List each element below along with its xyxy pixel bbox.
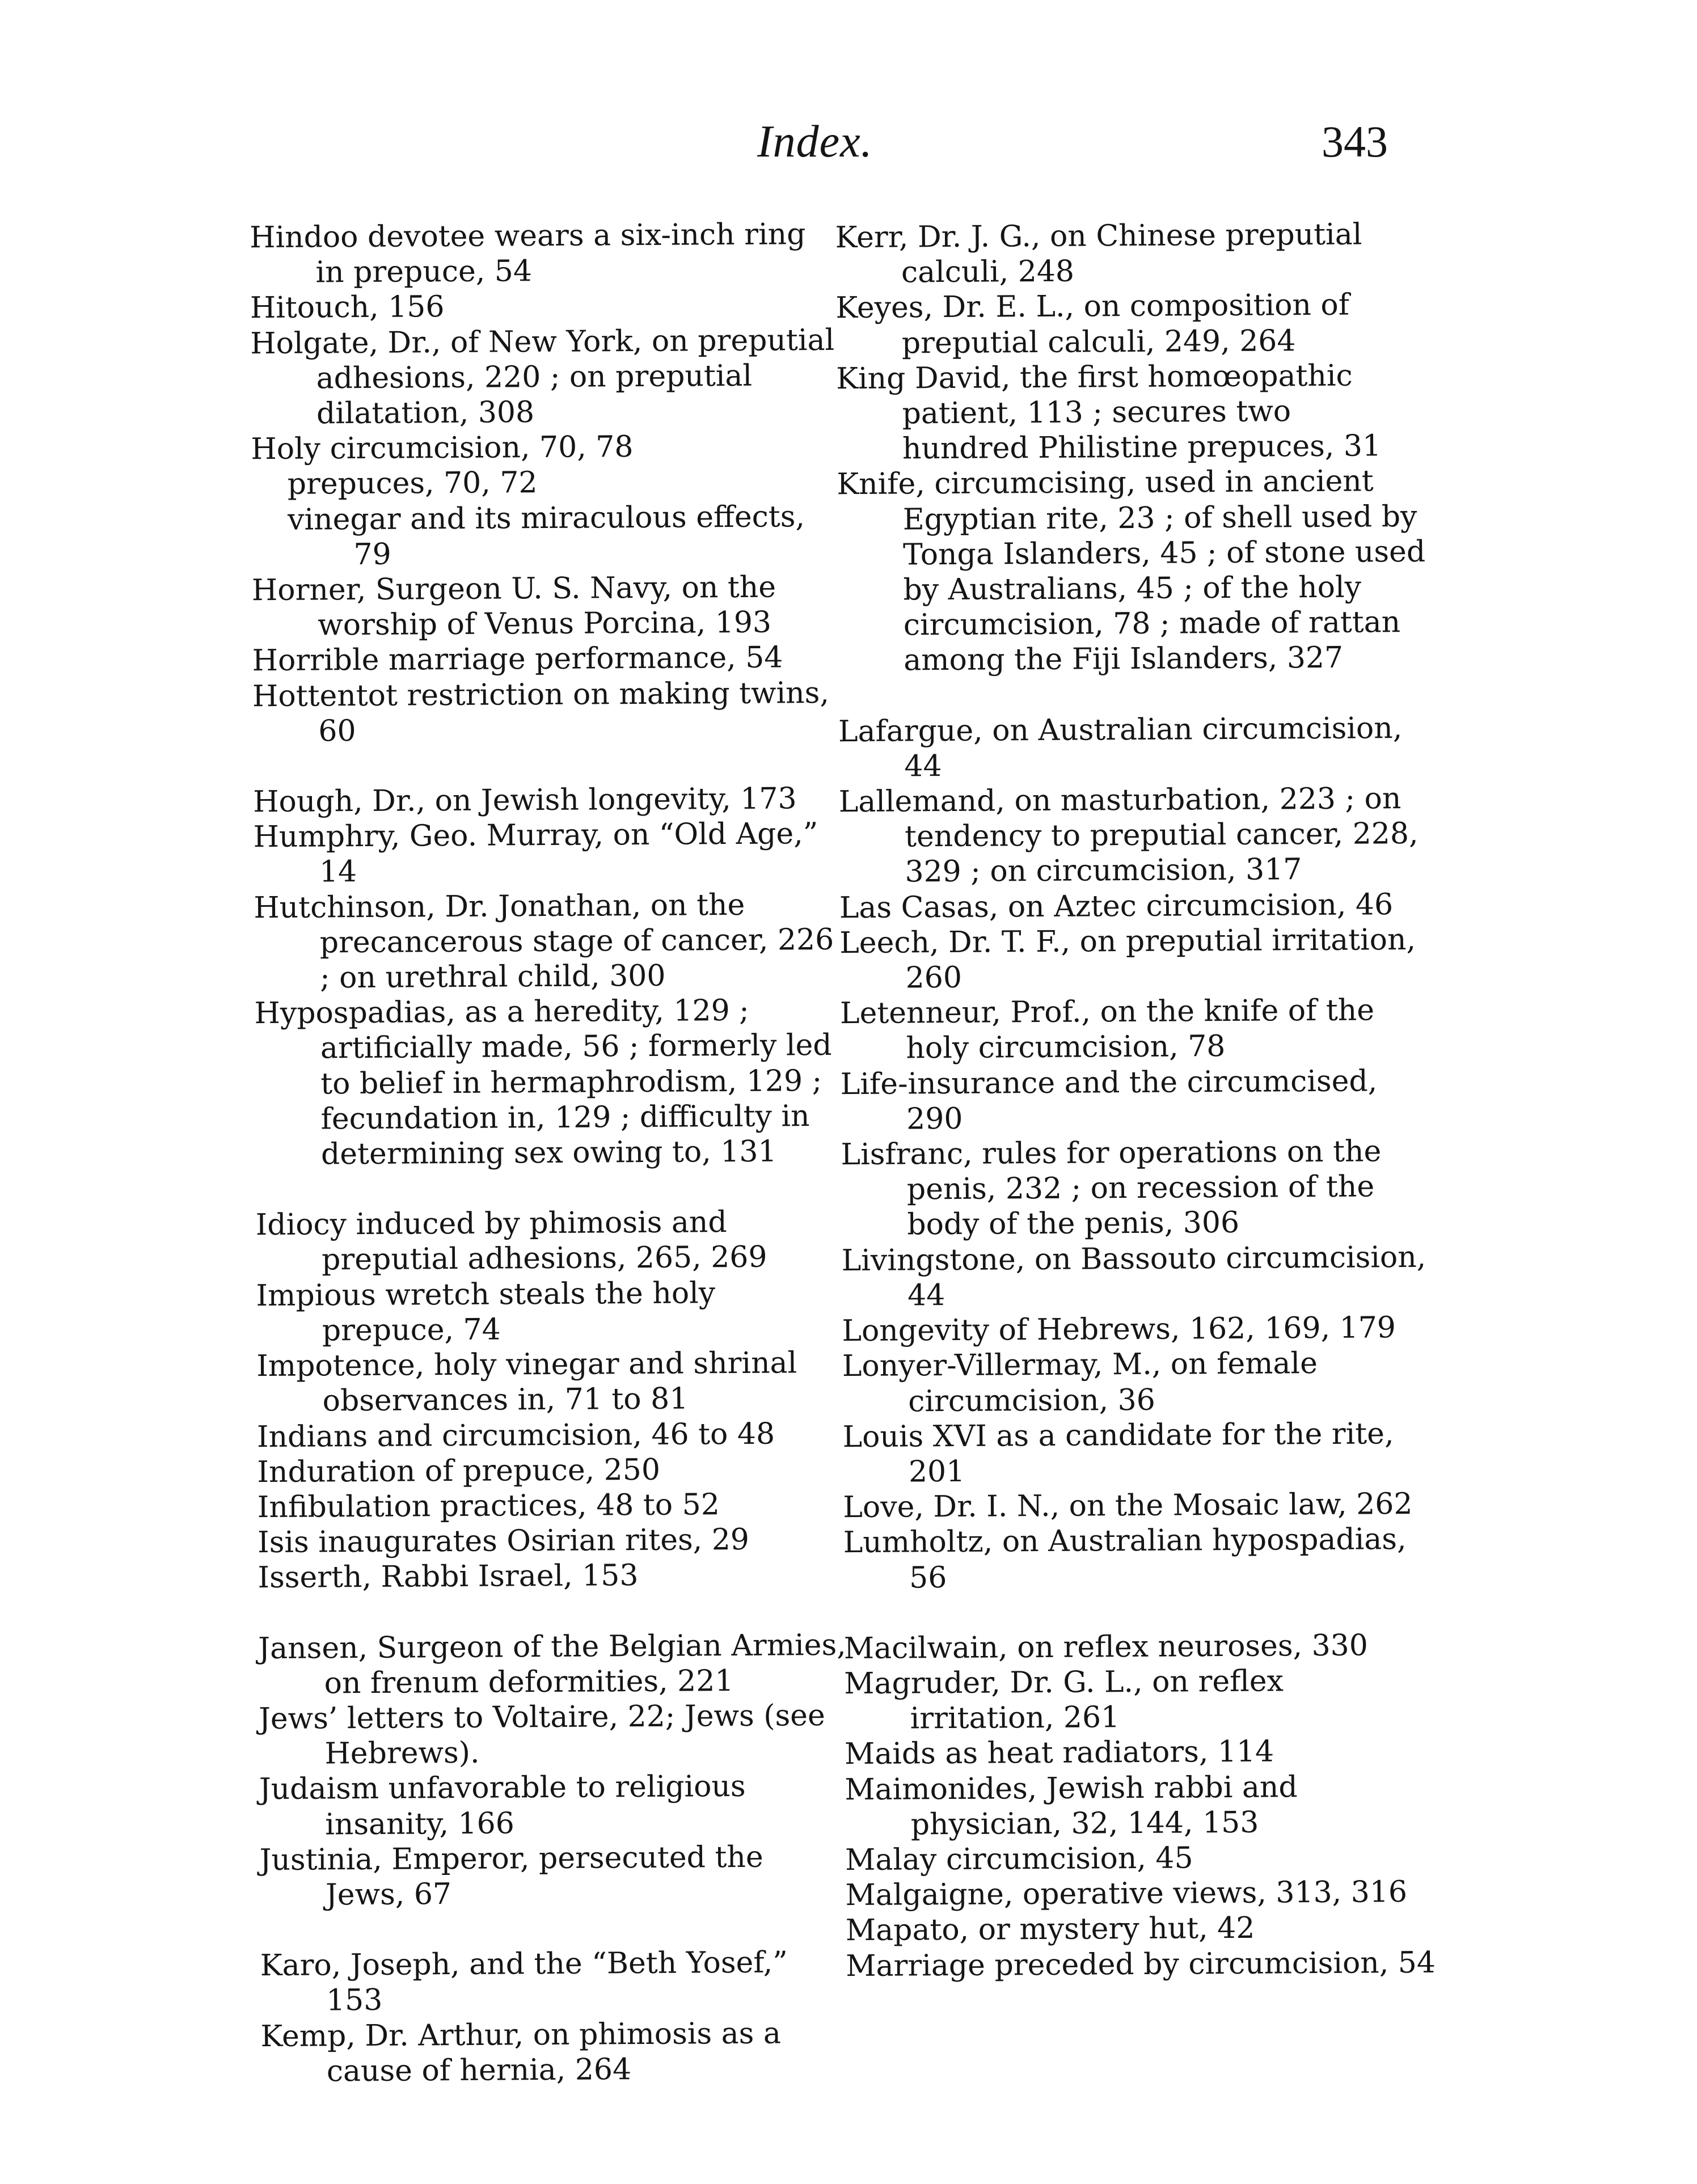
index-entry: Leech, Dr. T. F., on preputial irritation, 260 [839,922,1416,995]
index-entry: Jansen, Surgeon of the Belgian Armies, on frenum deformities, 221 [258,1628,846,1701]
index-entry: Impious wretch steals the holy prepuce, 74 [256,1275,716,1348]
index-entry: Macilwain, on reflex neuroses, 330 [843,1628,1369,1666]
index-subentry: vinegar and its miraculous effects, 79 [287,499,805,572]
index-entry: Humphry, Geo. Murray, on “Old Age,” 14 [253,817,818,889]
section-gap [255,1169,845,1207]
section-gap [253,746,843,784]
index-entry: Lisfranc, rules for operations on the penis, 232 ; on recession of the body of the penis, 306 [841,1134,1382,1242]
running-head [0,116,1697,179]
index-entry: Magruder, Dr. G. L., on reflex irritation, 261 [844,1664,1284,1736]
index-entry: Kemp, Dr. Arthur, on phimosis as a cause of hernia, 264 [260,2016,782,2089]
index-entry: Hutchinson, Dr. Jonathan, on the precancerous stage of cancer, 226 ; on urethral child, 300 [254,888,834,995]
index-entry: Holy circumcision, 70, 78 [251,430,634,467]
index-entry: Justinia, Emperor, persecuted the Jews, 67 [259,1840,763,1912]
section-gap [258,1592,848,1630]
index-column-right [835,217,1436,1984]
index-entry: Keyes, Dr. E. L., on composition of preputial calculi, 249, 264 [835,288,1350,361]
index-entry: King David, the first homœopathic patient, 113 ; secures two hundred Philistine prepuces, 31 [836,358,1382,466]
index-entry: Hottentot restriction on making twins, 60 [252,675,830,749]
index-entry: Knife, circumcising, used in ancient Egyptian rite, 23 ; of shell used by Tonga Islanders, 45 ; of stone used by Australians, 45 ; of the holy circumcision, 78 ; made of rattan among the Fiji Islanders, 327 [837,464,1426,678]
index-entry: Isserth, Rabbi Israel, 153 [257,1558,639,1595]
index-entry: Mapato, or mystery hut, 42 [845,1911,1255,1948]
index-entry: Induration of prepuce, 250 [257,1452,661,1489]
page-number: 343 [1322,117,1388,166]
index-subentry: prepuces, 70, 72 [287,466,538,502]
index-entry: Malay circumcision, 45 [845,1841,1193,1878]
index-entry: Infibulation practices, 48 to 52 [257,1488,720,1525]
index-entry: Maids as heat radiators, 114 [844,1734,1274,1772]
index-entry: Malgaigne, operative views, 313, 316 [845,1875,1408,1913]
index-entry: Jews’ letters to Voltaire, 22; Jews (see Hebrews). [258,1698,825,1771]
section-gap [838,675,1428,713]
index-entry: Maimonides, Jewish rabbi and physician, 32, 144, 153 [845,1769,1298,1842]
section-gap [260,1910,850,1948]
section-gap [843,1592,1433,1631]
index-entry: Louis XVI as a candidate for the rite, 201 [842,1416,1394,1489]
index-entry: Indians and circumcision, 46 to 48 [256,1417,775,1454]
index-entry: Hough, Dr., on Jewish longevity, 173 [253,781,797,819]
index-entry: Love, Dr. I. N., on the Mosaic law, 262 [843,1487,1413,1525]
index-entry: Horrible marriage performance, 54 [252,640,783,678]
index-column-left [250,217,851,2089]
index-entry: Letenneur, Prof., on the knife of the holy circumcision, 78 [839,993,1375,1066]
index-entry: Lonyer-Villermay, M., on female circumcision, 36 [842,1346,1318,1418]
page-title: Index. [757,117,873,167]
index-entry: Livingstone, on Bassouto circumcision, 44 [841,1240,1426,1313]
index-entry: Karo, Joseph, and the “Beth Yosef,” 153 [260,1945,788,2018]
index-entry: Lafargue, on Australian circumcision, 44 [838,711,1403,784]
index-entry: Longevity of Hebrews, 162, 169, 179 [842,1311,1396,1349]
index-entry: Life-insurance and the circumcised, 290 [840,1064,1378,1137]
index-entry: Las Casas, on Aztec circumcision, 46 [839,887,1394,925]
index-entry: Hitouch, 156 [250,290,445,326]
index-entry: Horner, Surgeon U. S. Navy, on the worship of Venus Porcina, 193 [251,570,776,643]
index-entry: Kerr, Dr. J. G., on Chinese preputial calculi, 248 [835,217,1362,290]
index-entry: Impotence, holy vinegar and shrinal observances in, 71 to 81 [256,1346,797,1418]
index-entry: Lumholtz, on Australian hypospadias, 56 [843,1522,1407,1595]
index-entry: Lallemand, on masturbation, 223 ; on tendency to preputial cancer, 228, 329 ; on circumcision, 317 [838,781,1419,889]
index-entry: Hindoo devotee wears a six-inch ring in prepuce, 54 [249,217,806,290]
index-entry: Isis inaugurates Osirian rites, 29 [257,1522,750,1560]
index-entry: Judaism unfavorable to religious insanity, 166 [259,1769,746,1841]
index-entry: Holgate, Dr., of New York, on preputial adhesions, 220 ; on preputial dilatation, 308 [250,323,835,431]
index-entry: Hypospadias, as a heredity, 129 ; artificially made, 56 ; formerly led to belief in hermaphrodism, 129 ; fecundation in, 129 ; difficulty in determining sex owing to, 131 [254,994,832,1172]
index-entry: Marriage preceded by circumcision, 54 [846,1945,1436,1983]
index-entry: Idiocy induced by phimosis and preputial adhesions, 265, 269 [255,1205,767,1277]
